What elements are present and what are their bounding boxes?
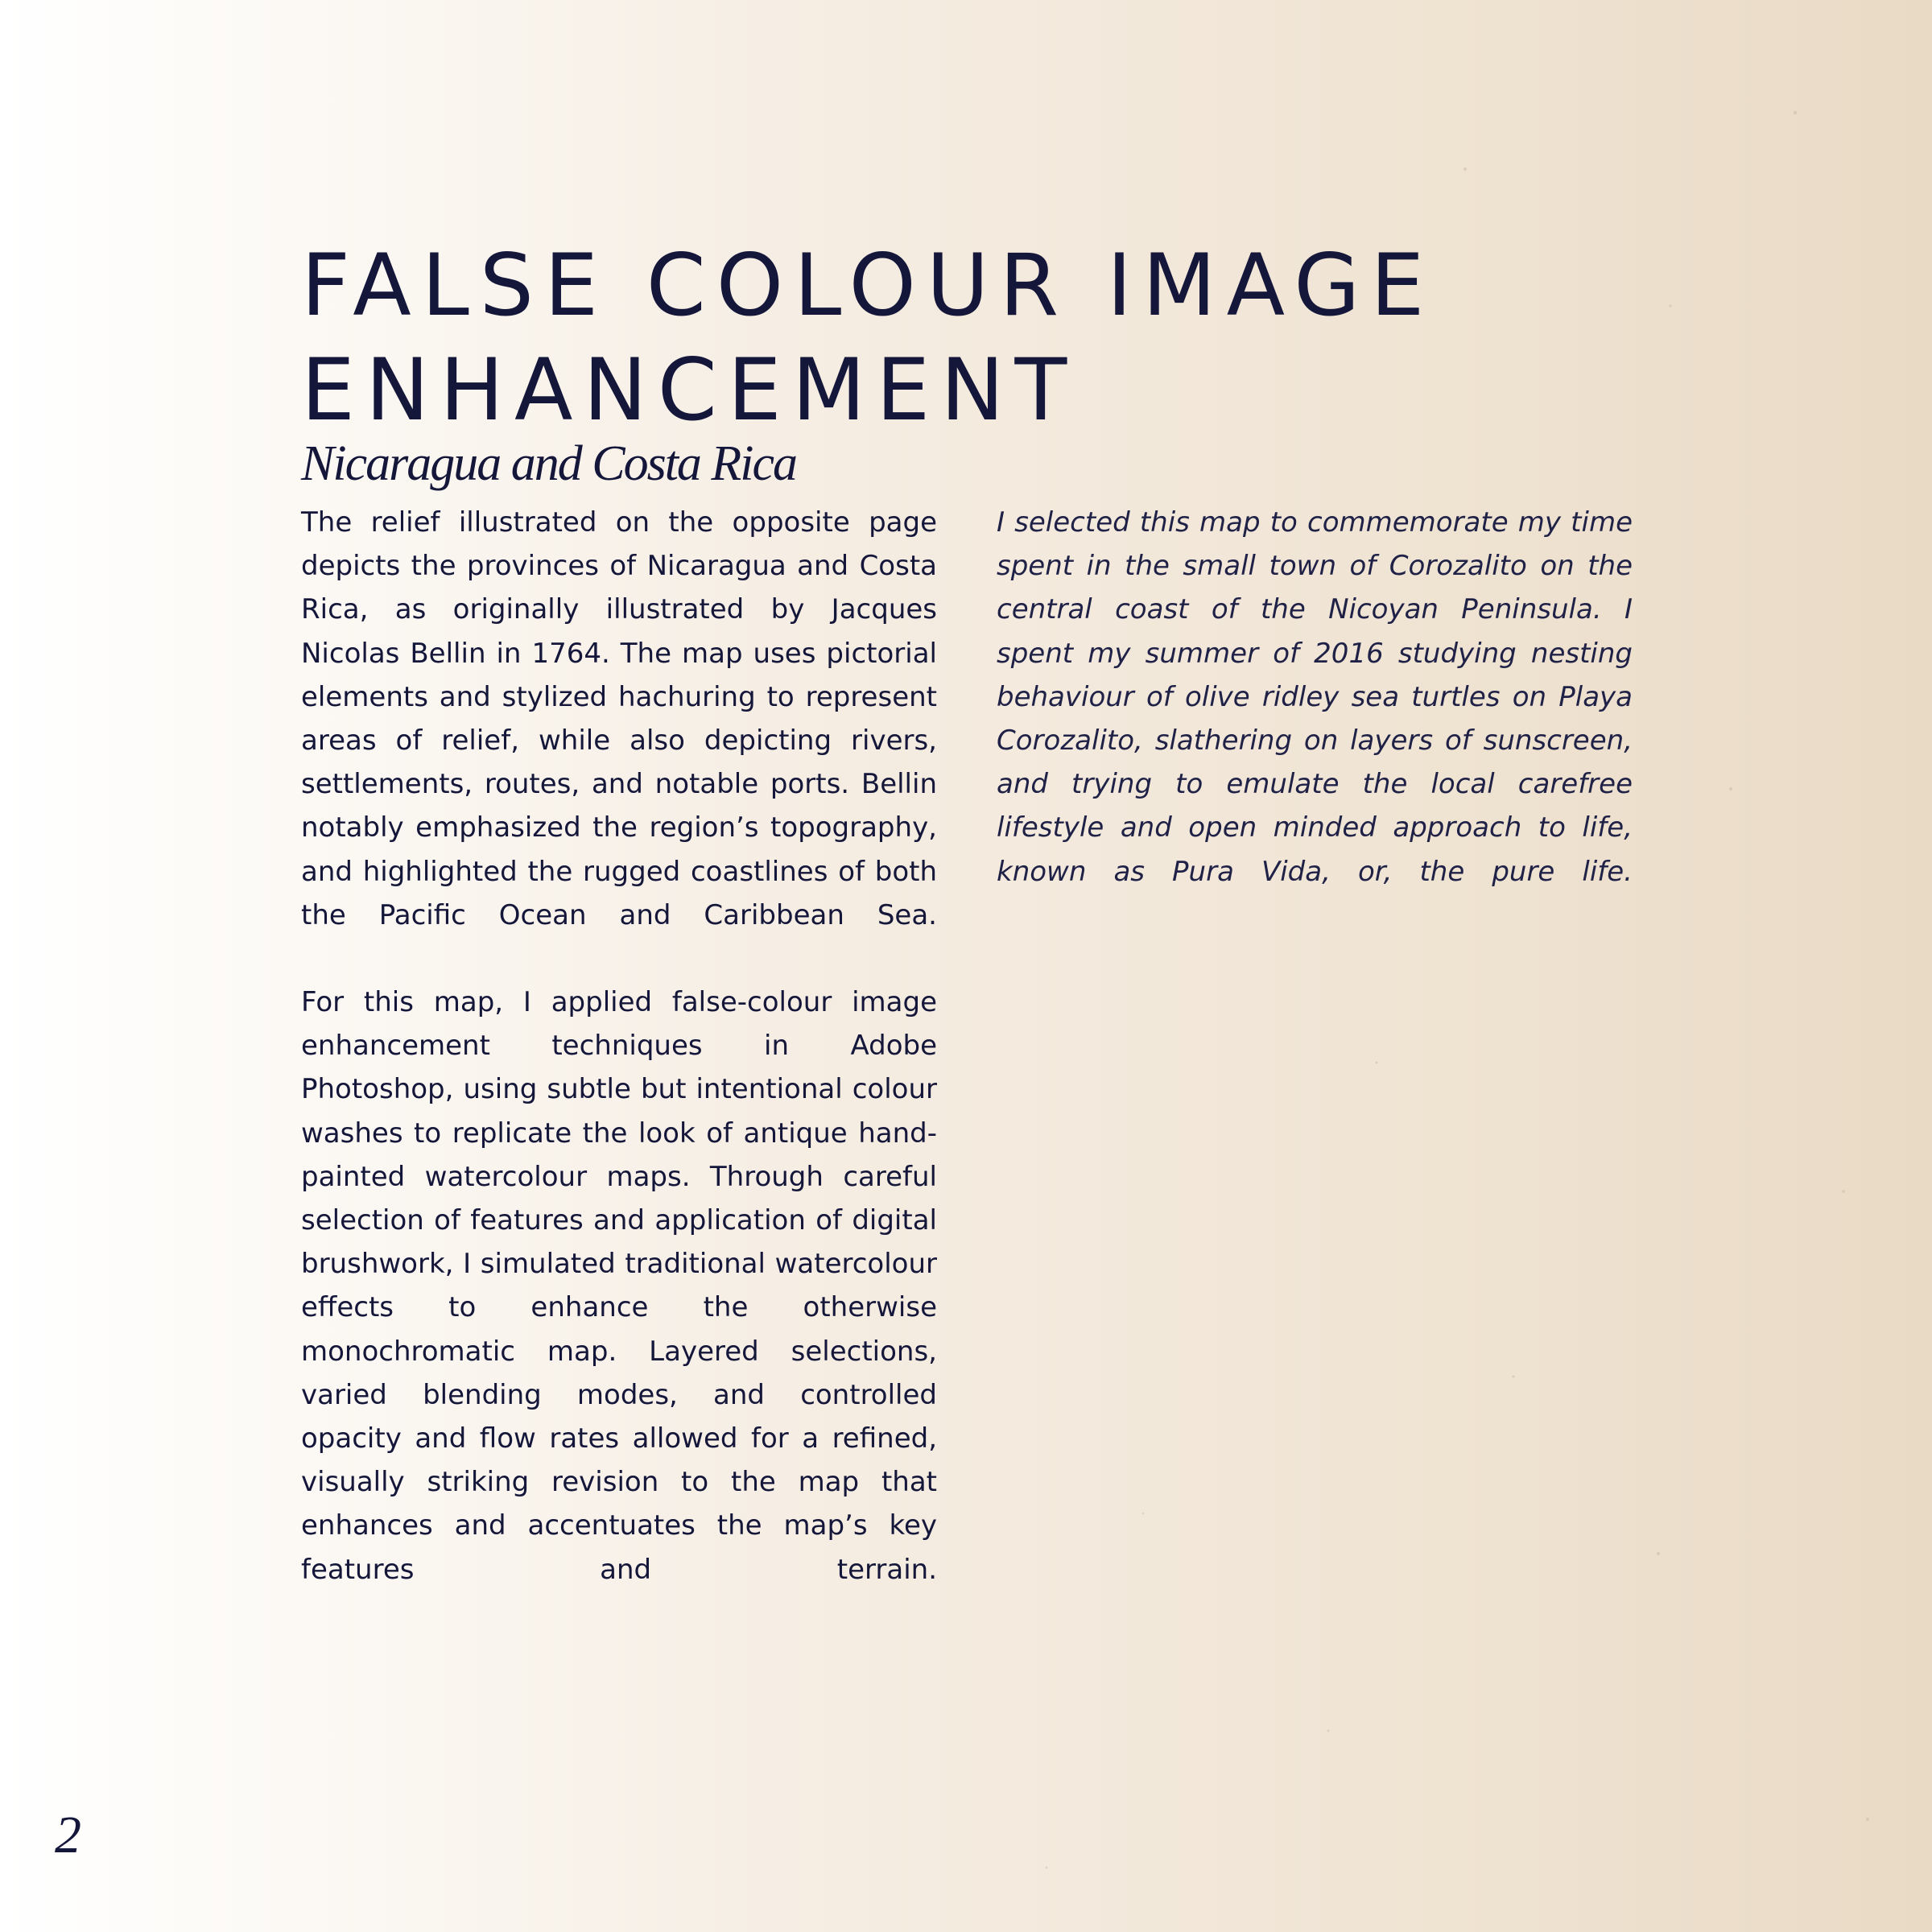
left-paragraph-1: The relief illustrated on the opposite page depicts the provinces of Nicaragua and Costa Rica, as originally illustrated by Jacques Nicolas Bellin in 1764. The map uses pictorial elements and stylized hachuring to represent areas of relief, while also depicting rivers, settlements, routes, and notable ports. Bellin notably emphasized the region’s topography, and highlighted the rugged coastlines of both the Pacific Ocean and Caribbean Sea. bbox=[301, 506, 937, 931]
page-title bbox=[301, 233, 1509, 443]
title-line-2: ENHANCEMENT bbox=[301, 341, 1078, 440]
title-line-1: FALSE COLOUR IMAGE bbox=[301, 236, 1435, 335]
right-column bbox=[997, 501, 1633, 894]
page-number: 2 bbox=[55, 1806, 81, 1864]
page-subtitle: Nicaragua and Costa Rica bbox=[301, 436, 797, 491]
right-paragraph-1: I selected this map to commemorate my time spent in the small town of Corozalito on the central coast of the Nicoyan Peninsula. I spent my summer of 2016 studying nesting behaviour of olive ridley sea turtles on Playa Corozalito, slathering on layers of sunscreen, and trying to emulate the local carefree lifestyle and open minded approach to life, known as Pura Vida, or, the pure life. bbox=[997, 506, 1633, 888]
left-paragraph-2: For this map, I applied false-colour image enhancement techniques in Adobe Photoshop, using subtle but intentional colour washes to replicate the look of antique hand-painted watercolour maps. Through careful selection of features and application of digital brushwork, I simulated traditional watercolour effects to enhance the otherwise monochromatic map. Layered selections, varied blending modes, and controlled opacity and flow rates allowed for a refined, visually striking revision to the map that enhances and accentuates the map’s key features and terrain. bbox=[301, 986, 937, 1586]
left-column bbox=[301, 501, 937, 1591]
